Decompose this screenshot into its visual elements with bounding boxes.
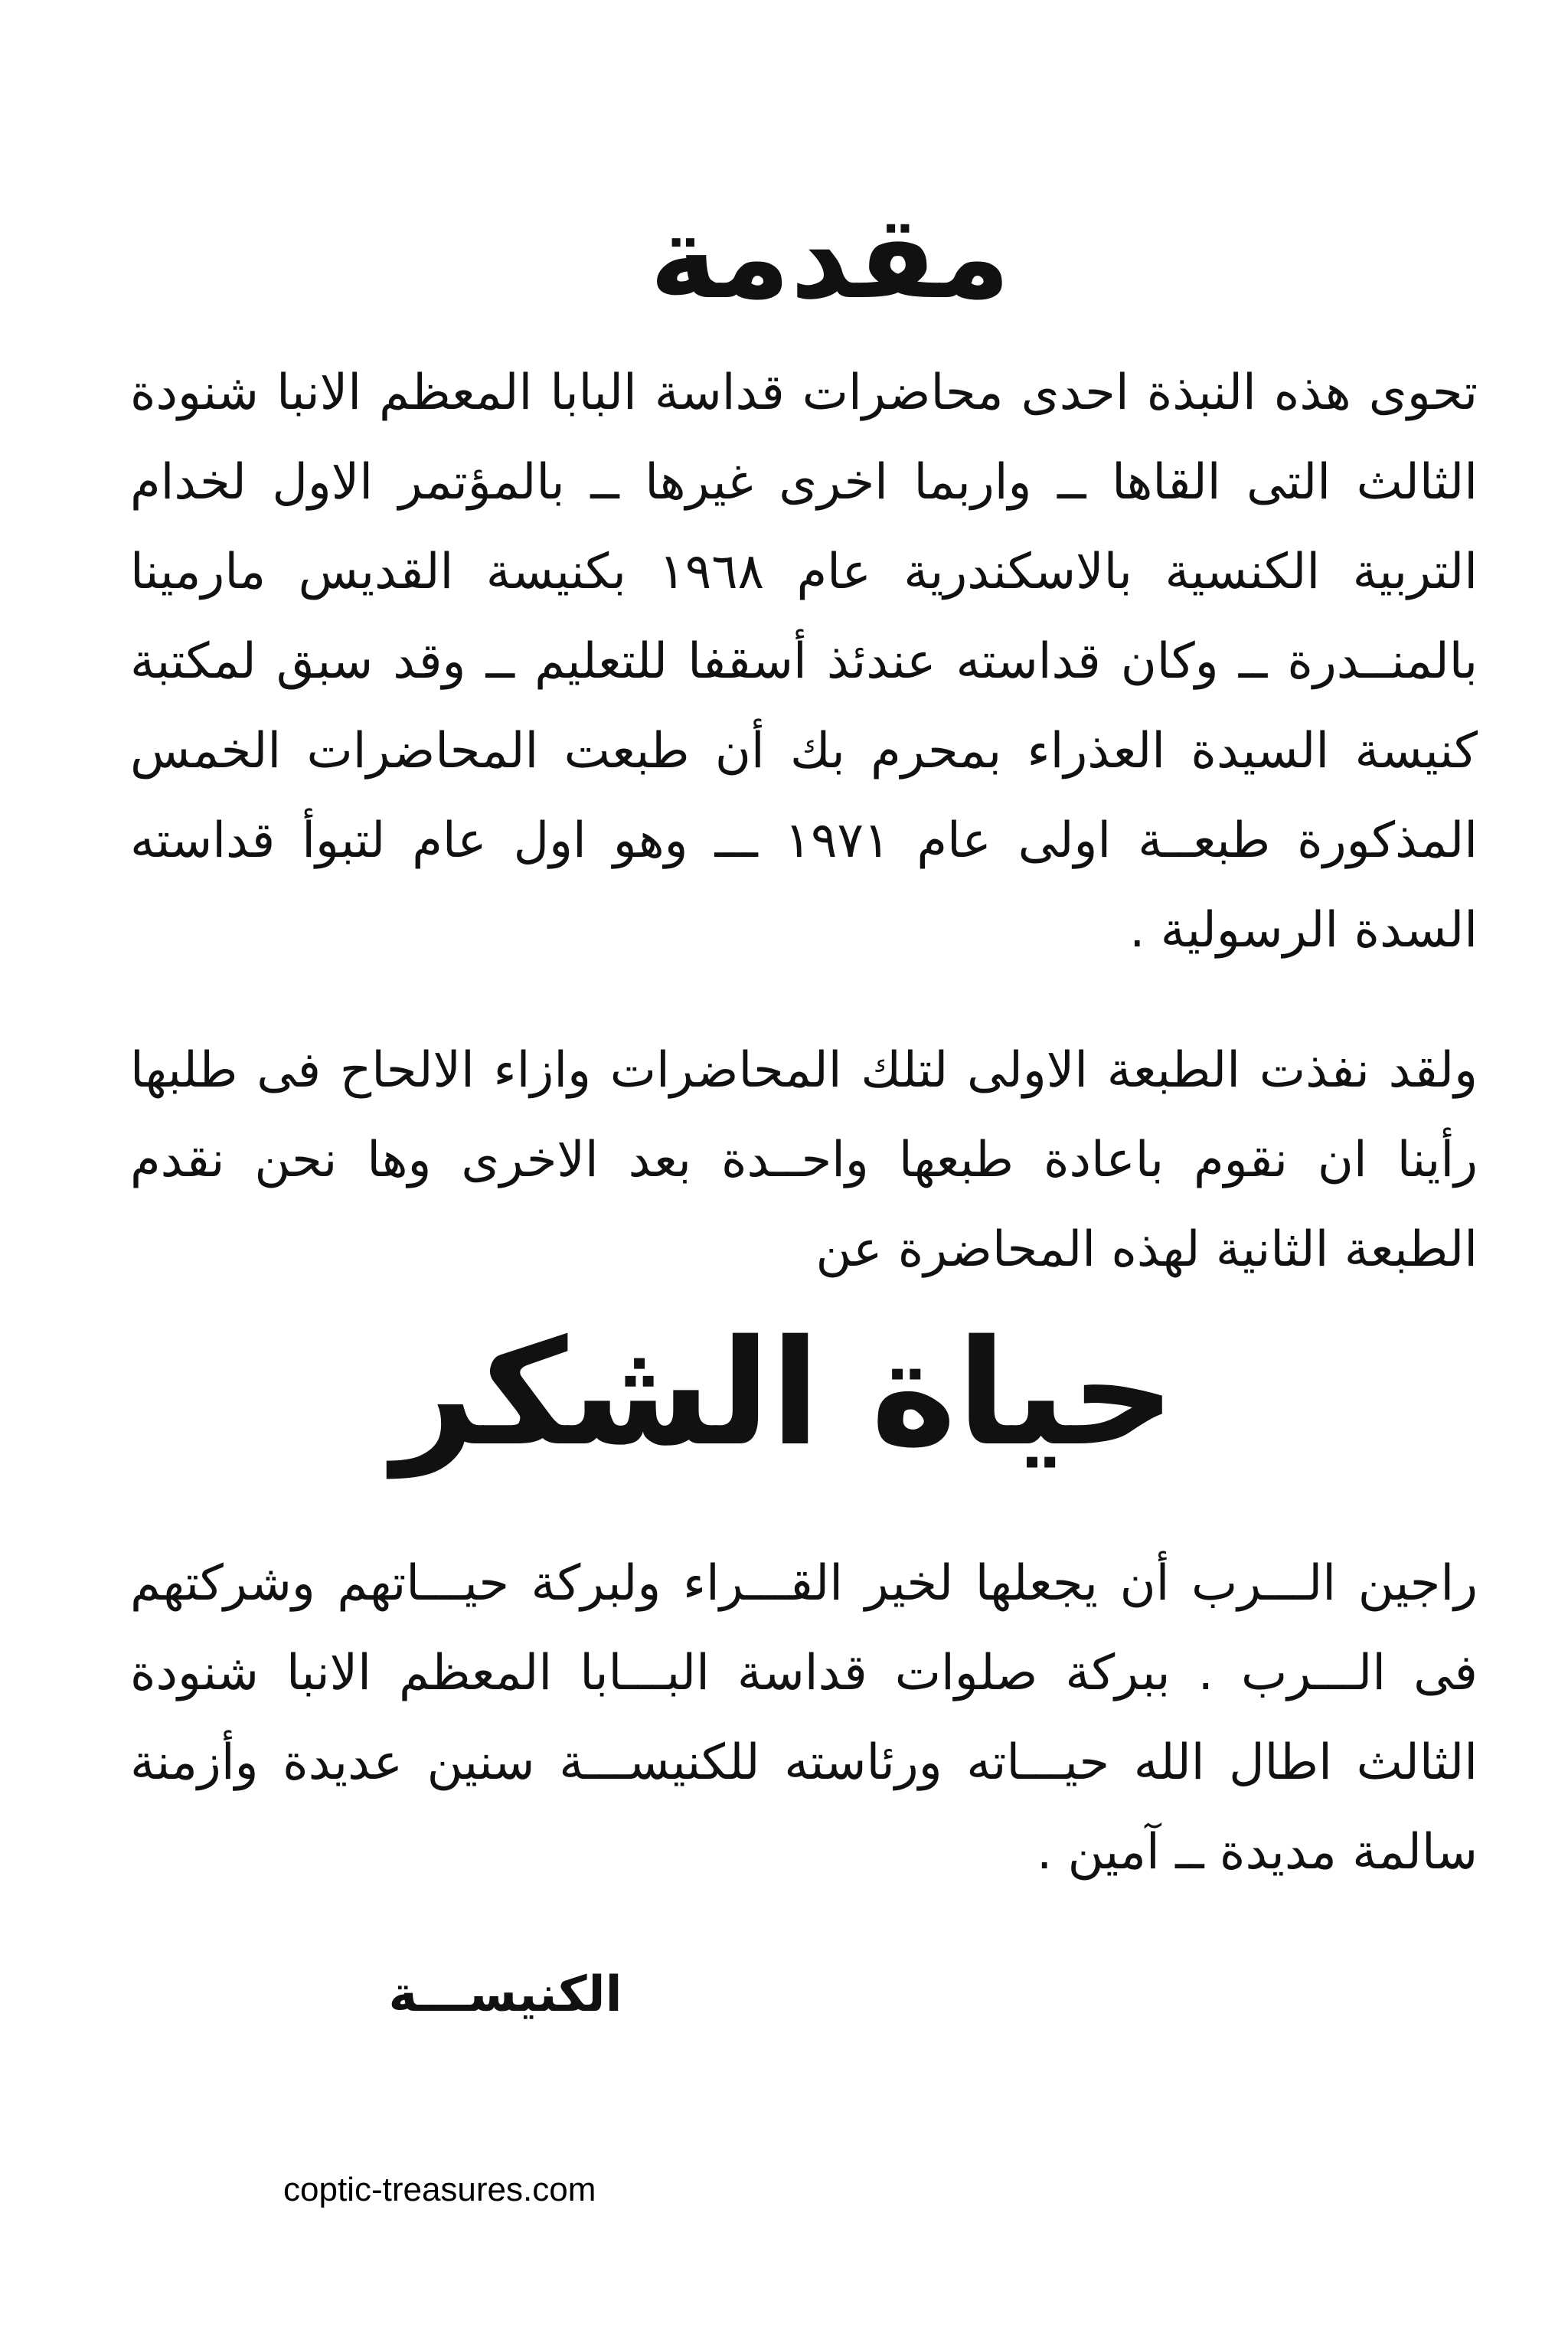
intro-paragraph [130, 348, 1478, 976]
footer-url[interactable]: coptic-treasures.com [283, 2171, 596, 2208]
second-edition-paragraph [130, 1026, 1478, 1295]
lecture-title: حياة الشكر [392, 1309, 1176, 1478]
signature: الكنيســـة [388, 1966, 622, 2023]
intro-heading: مقدمة [649, 191, 1011, 325]
blessing-paragraph [130, 1539, 1478, 1897]
blessing-paragraph-text: راجين الـــرب أن يجعلها لخير القـــراء ولبركة حيـــاتهم وشركتهم فى الـــرب . ببركة صلوات قداسة البـــابا المعظم الانبا شنودة الثالث اطال الله حيـــاته ورئاسته للكنيســـة سنين عديدة وأزمنة سالمة مديدة ــ آمين . [130, 1555, 1478, 1881]
intro-paragraph-text: تحوى هذه النبذة احدى محاضرات قداسة البابا المعظم الانبا شنودة الثالث التى القاها ــ واربما اخرى غيرها ــ بالمؤتمر الاول لخدام التربية الكنسية بالاسكندرية عام ١٩٦٨ بكنيسة القديس مارمينا بالمنــدرة ــ وكان قداسته عندئذ أسقفا للتعليم ــ وقد سبق لمكتبة كنيسة السيدة العذراء بمحرم بك أن طبعت المحاضرات الخمس المذكورة طبعــة اولى عام ١٩٧١ ـــ وهو اول عام لتبوأ قداسته السدة الرسولية . [130, 364, 1478, 959]
second-edition-paragraph-text: ولقد نفذت الطبعة الاولى لتلك المحاضرات وازاء الالحاح فى طلبها رأينا ان نقوم باعادة طبعها واحــدة بعد الاخرى وها نحن نقدم الطبعة الثانية لهذه المحاضرة عن [130, 1042, 1478, 1278]
